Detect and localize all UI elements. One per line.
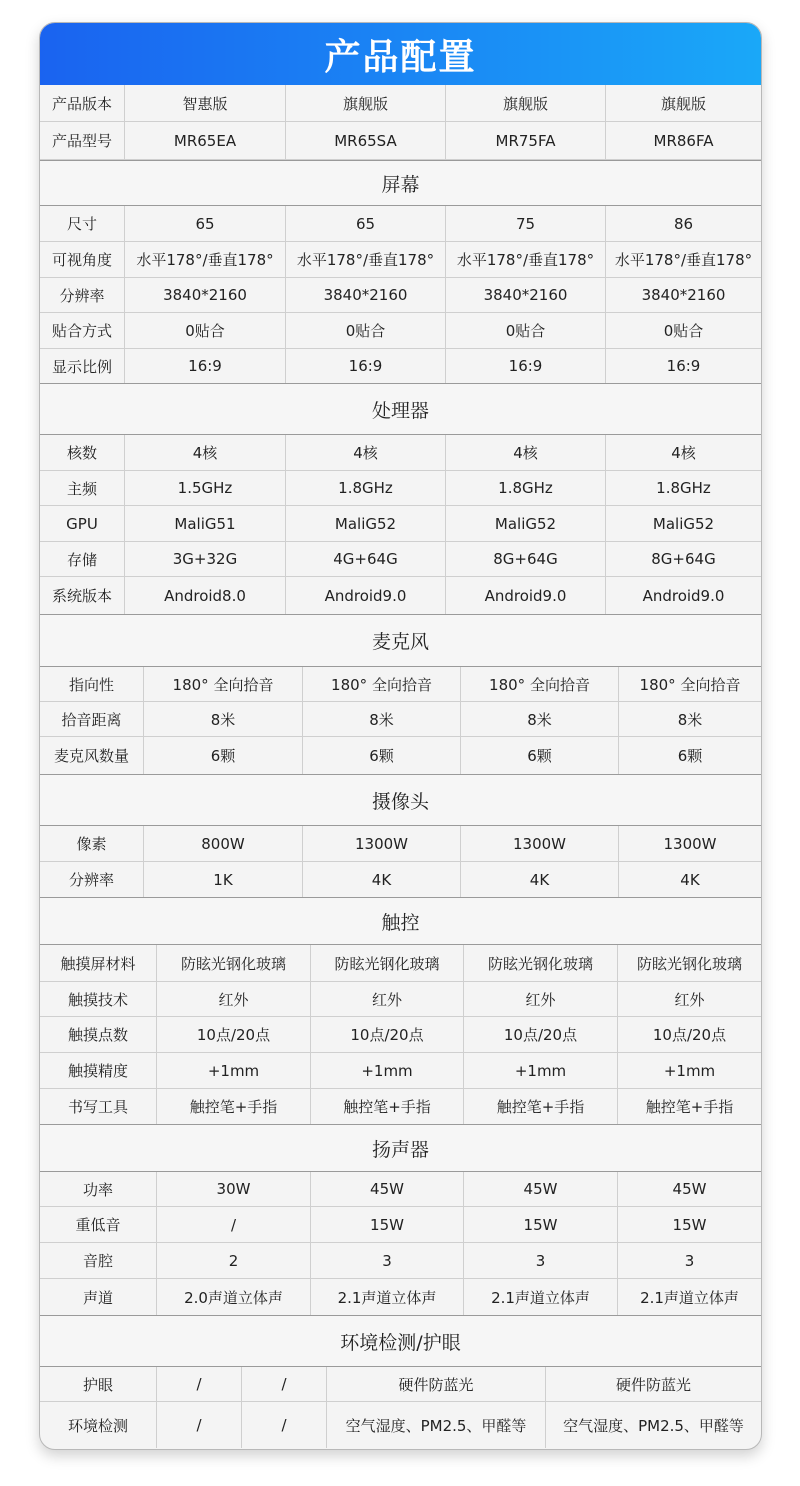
table-cell: MaliG52 xyxy=(605,506,761,541)
table-cell: 180° 全向拾音 xyxy=(143,667,302,701)
table-cell: +1mm xyxy=(463,1053,617,1088)
table-cell: 水平178°/垂直178° xyxy=(605,242,761,277)
table-cell: 0贴合 xyxy=(445,313,605,348)
row-label: 触摸技术 xyxy=(67,990,128,1009)
row-label: 指向性 xyxy=(68,675,114,694)
table-row xyxy=(40,1053,761,1089)
table-cell: 红外 xyxy=(310,982,463,1016)
table-cell: 防眩光钢化玻璃 xyxy=(310,945,463,981)
row-label: 分辨率 xyxy=(68,871,114,889)
page-title: 产品配置 xyxy=(324,36,477,78)
table-cell: 1300W xyxy=(302,826,460,861)
table-cell: 空气湿度、PM2.5、甲醛等 xyxy=(545,1402,761,1448)
table-cell: 3840*2160 xyxy=(445,278,605,312)
table-row xyxy=(40,1243,761,1279)
table-row xyxy=(40,982,761,1017)
table-cell: 8米 xyxy=(143,702,302,736)
table-cell: 1300W xyxy=(460,826,618,861)
section-title: 麦克风 xyxy=(40,614,761,667)
table-row xyxy=(40,737,761,774)
table-cell: 1.8GHz xyxy=(445,471,605,505)
table-cell: 水平178°/垂直178° xyxy=(124,242,285,277)
table-cell: 触控笔+手指 xyxy=(463,1089,617,1124)
row-label: 尺寸 xyxy=(66,215,97,233)
row-label: 护眼 xyxy=(82,1375,113,1394)
table-cell: 3840*2160 xyxy=(605,278,761,312)
table-cell: 0贴合 xyxy=(124,313,285,348)
row-label: 触摸精度 xyxy=(67,1062,128,1080)
table-cell: 16:9 xyxy=(445,349,605,383)
table-cell: 1K xyxy=(143,862,302,897)
table-cell: 2.1声道立体声 xyxy=(617,1279,761,1315)
table-cell: 4K xyxy=(460,862,618,897)
table-cell: 2.1声道立体声 xyxy=(310,1279,463,1315)
table-cell: / xyxy=(156,1367,241,1401)
table-cell: 旗舰版 xyxy=(445,85,605,121)
table-cell: Android9.0 xyxy=(605,577,761,614)
table-cell: MaliG52 xyxy=(445,506,605,541)
table-cell: 红外 xyxy=(617,982,761,1016)
table-row xyxy=(40,278,761,313)
table-cell: 旗舰版 xyxy=(285,85,445,121)
table-cell: 3840*2160 xyxy=(285,278,445,312)
table-cell: 180° 全向拾音 xyxy=(302,667,460,701)
table-row xyxy=(40,542,761,577)
section-title: 扬声器 xyxy=(40,1124,761,1172)
table-row xyxy=(40,826,761,862)
row-label: GPU xyxy=(66,514,98,533)
table-cell: Android8.0 xyxy=(124,577,285,614)
table-cell: 4核 xyxy=(445,435,605,470)
row-label: 拾音距离 xyxy=(61,710,122,729)
table-cell: 45W xyxy=(617,1172,761,1206)
table-cell: +1mm xyxy=(617,1053,761,1088)
row-label: 触摸屏材料 xyxy=(60,954,136,973)
table-cell: 180° 全向拾音 xyxy=(618,667,761,701)
table-row xyxy=(40,1172,761,1207)
table-cell: 16:9 xyxy=(285,349,445,383)
table-row xyxy=(40,313,761,349)
table-cell: 8米 xyxy=(460,702,618,736)
table-row xyxy=(40,1017,761,1053)
row-label: 产品版本 xyxy=(51,94,112,113)
table-cell: MR65SA xyxy=(285,122,445,159)
table-row xyxy=(40,667,761,702)
table-cell: 防眩光钢化玻璃 xyxy=(156,945,310,981)
table-cell: 防眩光钢化玻璃 xyxy=(617,945,761,981)
section-title: 屏幕 xyxy=(40,160,761,206)
table-cell: 4核 xyxy=(285,435,445,470)
table-cell: 3 xyxy=(617,1243,761,1278)
table-row xyxy=(40,506,761,542)
table-cell: 3G+32G xyxy=(124,542,285,576)
table-cell: 红外 xyxy=(463,982,617,1016)
table-cell: 触控笔+手指 xyxy=(617,1089,761,1124)
table-cell: 75 xyxy=(445,206,605,241)
table-cell: 15W xyxy=(617,1207,761,1242)
table-row xyxy=(40,1367,761,1402)
table-row xyxy=(40,435,761,471)
table-cell: 8米 xyxy=(302,702,460,736)
table-cell: 15W xyxy=(463,1207,617,1242)
table-cell: 10点/20点 xyxy=(463,1017,617,1052)
table-cell: 硬件防蓝光 xyxy=(545,1367,761,1401)
table-cell: 空气湿度、PM2.5、甲醛等 xyxy=(326,1402,545,1448)
table-cell: +1mm xyxy=(310,1053,463,1088)
table-cell: 0贴合 xyxy=(605,313,761,348)
table-cell: +1mm xyxy=(156,1053,310,1088)
table-row xyxy=(40,1089,761,1124)
table-cell: 16:9 xyxy=(124,349,285,383)
table-cell: / xyxy=(156,1402,241,1448)
table-cell: 触控笔+手指 xyxy=(156,1089,310,1124)
table-cell: 水平178°/垂直178° xyxy=(285,242,445,277)
table-row xyxy=(40,85,761,122)
table-cell: MR75FA xyxy=(445,122,605,159)
table-cell: 3 xyxy=(463,1243,617,1278)
table-row xyxy=(40,242,761,278)
table-row xyxy=(40,206,761,242)
table-row xyxy=(40,702,761,737)
table-cell: 2 xyxy=(156,1243,310,1278)
table-cell: 水平178°/垂直178° xyxy=(445,242,605,277)
table-cell: MaliG52 xyxy=(285,506,445,541)
table-cell: 800W xyxy=(143,826,302,861)
table-cell: 8G+64G xyxy=(605,542,761,576)
row-label: 书写工具 xyxy=(67,1098,128,1116)
title-banner xyxy=(40,23,761,85)
table-cell: 6颗 xyxy=(460,737,618,774)
row-label: 环境检测 xyxy=(67,1416,128,1435)
table-cell: 防眩光钢化玻璃 xyxy=(463,945,617,981)
row-label: 分辨率 xyxy=(59,286,105,305)
table-row xyxy=(40,945,761,982)
table-cell: / xyxy=(241,1402,326,1448)
table-cell: Android9.0 xyxy=(285,577,445,614)
table-row xyxy=(40,122,761,160)
row-label: 像素 xyxy=(76,835,107,853)
table-cell: 3840*2160 xyxy=(124,278,285,312)
table-cell: / xyxy=(156,1207,310,1242)
table-cell: 2.1声道立体声 xyxy=(463,1279,617,1315)
table-cell: 6颗 xyxy=(143,737,302,774)
table-cell: / xyxy=(241,1367,326,1401)
section-title: 环境检测/护眼 xyxy=(40,1315,761,1367)
table-cell: 1.5GHz xyxy=(124,471,285,505)
table-row xyxy=(40,1279,761,1315)
table-cell: 0贴合 xyxy=(285,313,445,348)
row-label: 系统版本 xyxy=(51,587,112,605)
table-cell: 2.0声道立体声 xyxy=(156,1279,310,1315)
table-cell: 1.8GHz xyxy=(605,471,761,505)
table-cell: 4G+64G xyxy=(285,542,445,576)
table-cell: Android9.0 xyxy=(445,577,605,614)
table-cell: 65 xyxy=(124,206,285,241)
row-label: 可视角度 xyxy=(51,251,112,269)
table-cell: 红外 xyxy=(156,982,310,1016)
table-cell: 硬件防蓝光 xyxy=(326,1367,545,1401)
table-cell: 4K xyxy=(302,862,460,897)
table-cell: MaliG51 xyxy=(124,506,285,541)
table-cell: 旗舰版 xyxy=(605,85,761,121)
table-cell: 3 xyxy=(310,1243,463,1278)
table-cell: 30W xyxy=(156,1172,310,1206)
table-cell: 1.8GHz xyxy=(285,471,445,505)
row-label: 产品型号 xyxy=(51,132,112,150)
table-row xyxy=(40,577,761,614)
table-cell: 4核 xyxy=(124,435,285,470)
table-cell: 180° 全向拾音 xyxy=(460,667,618,701)
row-label: 显示比例 xyxy=(51,357,112,376)
table-cell: MR65EA xyxy=(124,122,285,159)
spec-card xyxy=(39,22,762,1450)
section-title: 触控 xyxy=(40,897,761,945)
table-cell: 15W xyxy=(310,1207,463,1242)
row-label: 音腔 xyxy=(82,1252,113,1270)
row-label: 存储 xyxy=(66,550,97,569)
table-cell: 4K xyxy=(618,862,761,897)
table-cell: 触控笔+手指 xyxy=(310,1089,463,1124)
row-label: 重低音 xyxy=(75,1216,121,1234)
table-cell: 65 xyxy=(285,206,445,241)
table-cell: MR86FA xyxy=(605,122,761,159)
table-cell: 10点/20点 xyxy=(617,1017,761,1052)
table-cell: 1300W xyxy=(618,826,761,861)
table-cell: 10点/20点 xyxy=(310,1017,463,1052)
row-label: 功率 xyxy=(82,1180,113,1199)
row-label: 声道 xyxy=(82,1288,113,1307)
table-cell: 8G+64G xyxy=(445,542,605,576)
table-cell: 智惠版 xyxy=(124,85,285,121)
row-label: 麦克风数量 xyxy=(53,747,129,765)
table-cell: 16:9 xyxy=(605,349,761,383)
table-row xyxy=(40,1207,761,1243)
row-label: 触摸点数 xyxy=(67,1026,128,1044)
row-label: 主频 xyxy=(66,479,97,498)
row-label: 贴合方式 xyxy=(51,322,112,340)
table-cell: 45W xyxy=(310,1172,463,1206)
table-cell: 45W xyxy=(463,1172,617,1206)
table-row xyxy=(40,862,761,897)
table-cell: 86 xyxy=(605,206,761,241)
table-row xyxy=(40,349,761,383)
row-label: 核数 xyxy=(66,444,97,462)
section-title: 摄像头 xyxy=(40,774,761,826)
section-title: 处理器 xyxy=(40,383,761,435)
table-row xyxy=(40,1402,761,1448)
table-row xyxy=(40,471,761,506)
table-cell: 4核 xyxy=(605,435,761,470)
table-cell: 6颗 xyxy=(302,737,460,774)
table-cell: 10点/20点 xyxy=(156,1017,310,1052)
table-cell: 6颗 xyxy=(618,737,761,774)
table-cell: 8米 xyxy=(618,702,761,736)
